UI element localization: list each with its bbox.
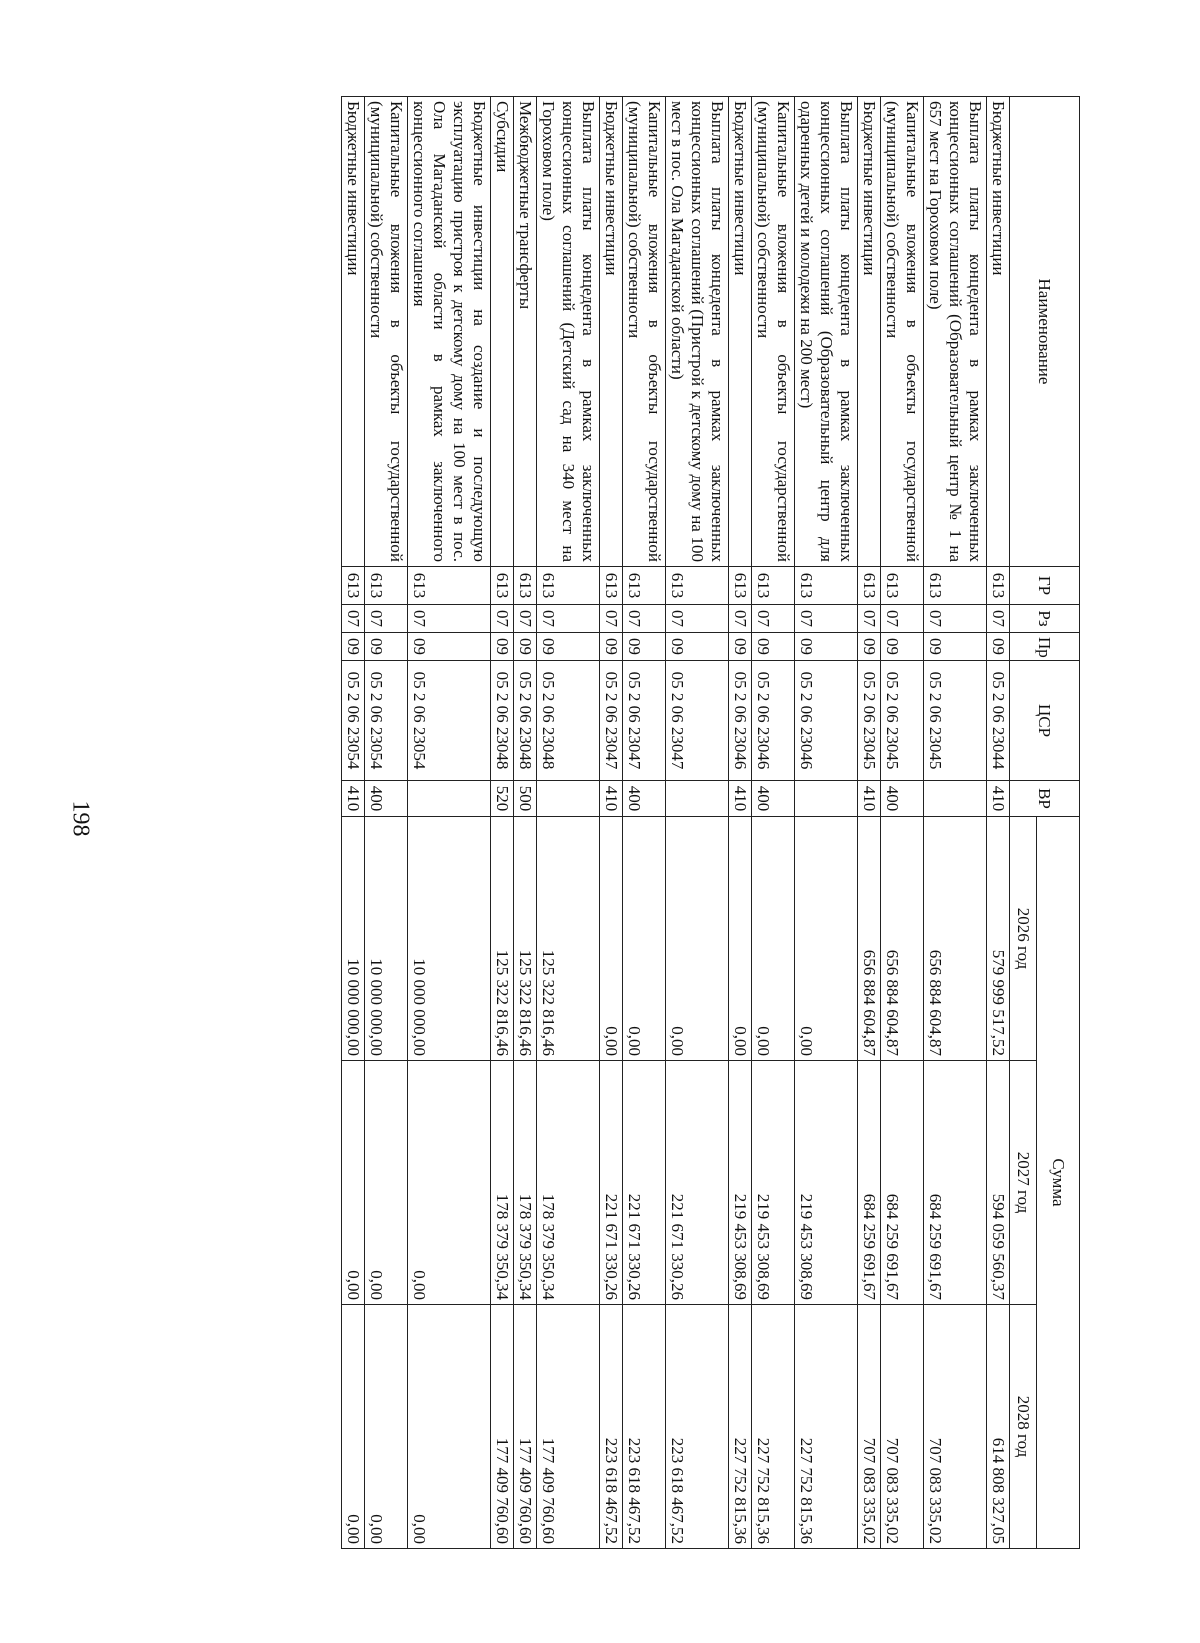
row-vr: 410 <box>987 781 1010 817</box>
row-sum-2027: 684 259 691,67 <box>881 1061 924 1305</box>
row-sum-2028: 177 409 760,60 <box>537 1305 600 1549</box>
row-pr: 09 <box>342 633 365 661</box>
row-rz: 07 <box>491 605 514 633</box>
row-vr <box>537 781 600 817</box>
budget-table-container <box>140 96 1080 1548</box>
row-gr: 613 <box>365 567 408 605</box>
row-sum-2028: 227 752 815,36 <box>729 1305 752 1549</box>
row-name: Субсидии <box>491 97 514 567</box>
row-pr: 09 <box>537 633 600 661</box>
row-pr: 09 <box>881 633 924 661</box>
row-sum-2028: 707 083 335,02 <box>858 1305 881 1549</box>
row-vr: 400 <box>623 781 666 817</box>
row-csr: 05 2 06 23046 <box>729 661 752 781</box>
row-pr: 09 <box>729 633 752 661</box>
row-name: Капитальные вложения в объекты государственной (муниципальной) собственности <box>752 97 795 567</box>
row-sum-2026: 0,00 <box>600 817 623 1061</box>
row-rz: 07 <box>729 605 752 633</box>
row-name: Бюджетные инвестиции <box>729 97 752 567</box>
row-vr: 410 <box>342 781 365 817</box>
row-pr: 09 <box>924 633 987 661</box>
row-name: Бюджетные инвестиции на создание и последующую эксплуатацию пристроя к детскому дому на 100 мест в пос. Ола Магаданской области в рамках заключенного концессионного соглашения <box>408 97 491 567</box>
row-sum-2028: 0,00 <box>342 1305 365 1549</box>
row-pr: 09 <box>987 633 1010 661</box>
table-row <box>342 97 365 1549</box>
row-sum-2028: 707 083 335,02 <box>924 1305 987 1549</box>
row-pr: 09 <box>600 633 623 661</box>
row-sum-2027: 178 379 350,34 <box>537 1061 600 1305</box>
row-sum-2027: 594 059 560,37 <box>987 1061 1010 1305</box>
table-row <box>514 97 537 1549</box>
header-year-2026: 2026 год <box>1010 817 1037 1061</box>
row-rz: 07 <box>924 605 987 633</box>
table-row <box>729 97 752 1549</box>
row-gr: 613 <box>987 567 1010 605</box>
row-vr: 400 <box>365 781 408 817</box>
row-gr: 613 <box>600 567 623 605</box>
row-pr: 09 <box>514 633 537 661</box>
row-name: Бюджетные инвестиции <box>987 97 1010 567</box>
row-pr: 09 <box>365 633 408 661</box>
row-sum-2028: 0,00 <box>408 1305 491 1549</box>
row-csr: 05 2 06 23045 <box>858 661 881 781</box>
row-rz: 07 <box>342 605 365 633</box>
row-sum-2028: 707 083 335,02 <box>881 1305 924 1549</box>
row-sum-2027: 219 453 308,69 <box>752 1061 795 1305</box>
row-sum-2028: 223 618 467,52 <box>623 1305 666 1549</box>
row-rz: 07 <box>365 605 408 633</box>
row-sum-2027: 684 259 691,67 <box>924 1061 987 1305</box>
table-row <box>491 97 514 1549</box>
row-sum-2028: 177 409 760,60 <box>514 1305 537 1549</box>
row-sum-2026: 10 000 000,00 <box>408 817 491 1061</box>
row-rz: 07 <box>666 605 729 633</box>
row-gr: 613 <box>408 567 491 605</box>
row-sum-2026: 656 884 604,87 <box>858 817 881 1061</box>
row-name: Межбюджетные трансферты <box>514 97 537 567</box>
row-name: Капитальные вложения в объекты государственной (муниципальной) собственности <box>881 97 924 567</box>
row-rz: 07 <box>600 605 623 633</box>
row-vr: 400 <box>881 781 924 817</box>
row-sum-2026: 0,00 <box>752 817 795 1061</box>
row-vr: 410 <box>858 781 881 817</box>
row-rz: 07 <box>987 605 1010 633</box>
table-row <box>365 97 408 1549</box>
row-csr: 05 2 06 23054 <box>342 661 365 781</box>
budget-table <box>341 96 1080 1549</box>
table-row <box>987 97 1010 1549</box>
row-name: Бюджетные инвестиции <box>858 97 881 567</box>
row-csr: 05 2 06 23048 <box>491 661 514 781</box>
header-vr: ВР <box>1010 781 1080 817</box>
row-name: Выплата платы концедента в рамках заключенных концессионных соглашений (Образовательный центр для одаренных детей и молодежи на 200 мест) <box>795 97 858 567</box>
row-rz: 07 <box>623 605 666 633</box>
row-rz: 07 <box>858 605 881 633</box>
header-pr: Пр <box>1010 633 1080 661</box>
row-pr: 09 <box>795 633 858 661</box>
row-pr: 09 <box>491 633 514 661</box>
row-name: Выплата платы концедента в рамках заключенных концессионных соглашений (Детский сад на 340 мест на Гороховом поле) <box>537 97 600 567</box>
row-sum-2026: 0,00 <box>623 817 666 1061</box>
row-sum-2028: 227 752 815,36 <box>752 1305 795 1549</box>
table-row <box>600 97 623 1549</box>
row-sum-2028: 177 409 760,60 <box>491 1305 514 1549</box>
page-number: 198 <box>67 800 94 837</box>
row-rz: 07 <box>537 605 600 633</box>
table-row <box>666 97 729 1549</box>
header-csr: ЦСР <box>1010 661 1080 781</box>
row-sum-2027: 219 453 308,69 <box>729 1061 752 1305</box>
row-sum-2026: 10 000 000,00 <box>342 817 365 1061</box>
row-csr: 05 2 06 23047 <box>600 661 623 781</box>
row-sum-2028: 223 618 467,52 <box>600 1305 623 1549</box>
row-name: Выплата платы концедента в рамках заключенных концессионных соглашений (Образовательный центр № 1 на 657 мест на Гороховом поле) <box>924 97 987 567</box>
row-gr: 613 <box>795 567 858 605</box>
row-sum-2027: 221 671 330,26 <box>600 1061 623 1305</box>
row-csr: 05 2 06 23047 <box>666 661 729 781</box>
row-sum-2027: 0,00 <box>365 1061 408 1305</box>
row-sum-2027: 221 671 330,26 <box>623 1061 666 1305</box>
table-row <box>537 97 600 1549</box>
row-gr: 613 <box>924 567 987 605</box>
header-year-2028: 2028 год <box>1010 1305 1037 1549</box>
row-rz: 07 <box>514 605 537 633</box>
header-year-2027: 2027 год <box>1010 1061 1037 1305</box>
row-gr: 613 <box>729 567 752 605</box>
row-name: Капитальные вложения в объекты государственной (муниципальной) собственности <box>623 97 666 567</box>
row-sum-2028: 614 808 327,05 <box>987 1305 1010 1549</box>
row-csr: 05 2 06 23054 <box>365 661 408 781</box>
row-gr: 613 <box>858 567 881 605</box>
row-sum-2027: 178 379 350,34 <box>514 1061 537 1305</box>
table-row <box>881 97 924 1549</box>
table-row <box>623 97 666 1549</box>
table-row <box>858 97 881 1549</box>
row-gr: 613 <box>623 567 666 605</box>
table-body <box>342 97 1010 1549</box>
row-sum-2028: 0,00 <box>365 1305 408 1549</box>
header-rz: Рз <box>1010 605 1080 633</box>
row-gr: 613 <box>514 567 537 605</box>
row-sum-2026: 0,00 <box>795 817 858 1061</box>
table-row <box>924 97 987 1549</box>
row-pr: 09 <box>623 633 666 661</box>
row-gr: 613 <box>491 567 514 605</box>
row-vr <box>924 781 987 817</box>
row-csr: 05 2 06 23048 <box>514 661 537 781</box>
row-sum-2026: 125 322 816,46 <box>491 817 514 1061</box>
row-sum-2026: 125 322 816,46 <box>514 817 537 1061</box>
row-rz: 07 <box>795 605 858 633</box>
row-rz: 07 <box>408 605 491 633</box>
row-vr: 520 <box>491 781 514 817</box>
row-vr: 410 <box>729 781 752 817</box>
row-csr: 05 2 06 23045 <box>881 661 924 781</box>
row-sum-2027: 219 453 308,69 <box>795 1061 858 1305</box>
row-name: Бюджетные инвестиции <box>600 97 623 567</box>
row-gr: 613 <box>537 567 600 605</box>
row-csr: 05 2 06 23054 <box>408 661 491 781</box>
row-pr: 09 <box>752 633 795 661</box>
row-vr <box>408 781 491 817</box>
row-pr: 09 <box>666 633 729 661</box>
row-sum-2028: 227 752 815,36 <box>795 1305 858 1549</box>
row-sum-2027: 178 379 350,34 <box>491 1061 514 1305</box>
row-sum-2026: 579 999 517,52 <box>987 817 1010 1061</box>
row-sum-2026: 656 884 604,87 <box>924 817 987 1061</box>
table-row <box>408 97 491 1549</box>
row-sum-2027: 0,00 <box>408 1061 491 1305</box>
row-sum-2028: 223 618 467,52 <box>666 1305 729 1549</box>
row-rz: 07 <box>752 605 795 633</box>
header-sum: Сумма <box>1037 817 1080 1549</box>
row-csr: 05 2 06 23046 <box>795 661 858 781</box>
row-vr <box>795 781 858 817</box>
row-vr: 410 <box>600 781 623 817</box>
row-vr: 500 <box>514 781 537 817</box>
row-sum-2026: 656 884 604,87 <box>881 817 924 1061</box>
row-csr: 05 2 06 23044 <box>987 661 1010 781</box>
row-name: Бюджетные инвестиции <box>342 97 365 567</box>
row-sum-2027: 0,00 <box>342 1061 365 1305</box>
row-vr: 400 <box>752 781 795 817</box>
row-sum-2027: 221 671 330,26 <box>666 1061 729 1305</box>
row-sum-2026: 10 000 000,00 <box>365 817 408 1061</box>
row-csr: 05 2 06 23048 <box>537 661 600 781</box>
row-sum-2027: 684 259 691,67 <box>858 1061 881 1305</box>
row-gr: 613 <box>752 567 795 605</box>
row-gr: 613 <box>881 567 924 605</box>
table-row <box>795 97 858 1549</box>
row-sum-2026: 125 322 816,46 <box>537 817 600 1061</box>
row-csr: 05 2 06 23047 <box>623 661 666 781</box>
table-row <box>752 97 795 1549</box>
header-gr: ГР <box>1010 567 1080 605</box>
row-csr: 05 2 06 23045 <box>924 661 987 781</box>
row-sum-2026: 0,00 <box>666 817 729 1061</box>
row-name: Капитальные вложения в объекты государственной (муниципальной) собственности <box>365 97 408 567</box>
row-rz: 07 <box>881 605 924 633</box>
row-pr: 09 <box>408 633 491 661</box>
row-name: Выплата платы концедента в рамках заключенных концессионных соглашений (Пристрой к детскому дому на 100 мест в пос. Ола Магаданской области) <box>666 97 729 567</box>
header-name: Наименование <box>1010 97 1080 567</box>
row-gr: 613 <box>666 567 729 605</box>
row-gr: 613 <box>342 567 365 605</box>
row-sum-2026: 0,00 <box>729 817 752 1061</box>
row-vr <box>666 781 729 817</box>
row-pr: 09 <box>858 633 881 661</box>
row-csr: 05 2 06 23046 <box>752 661 795 781</box>
